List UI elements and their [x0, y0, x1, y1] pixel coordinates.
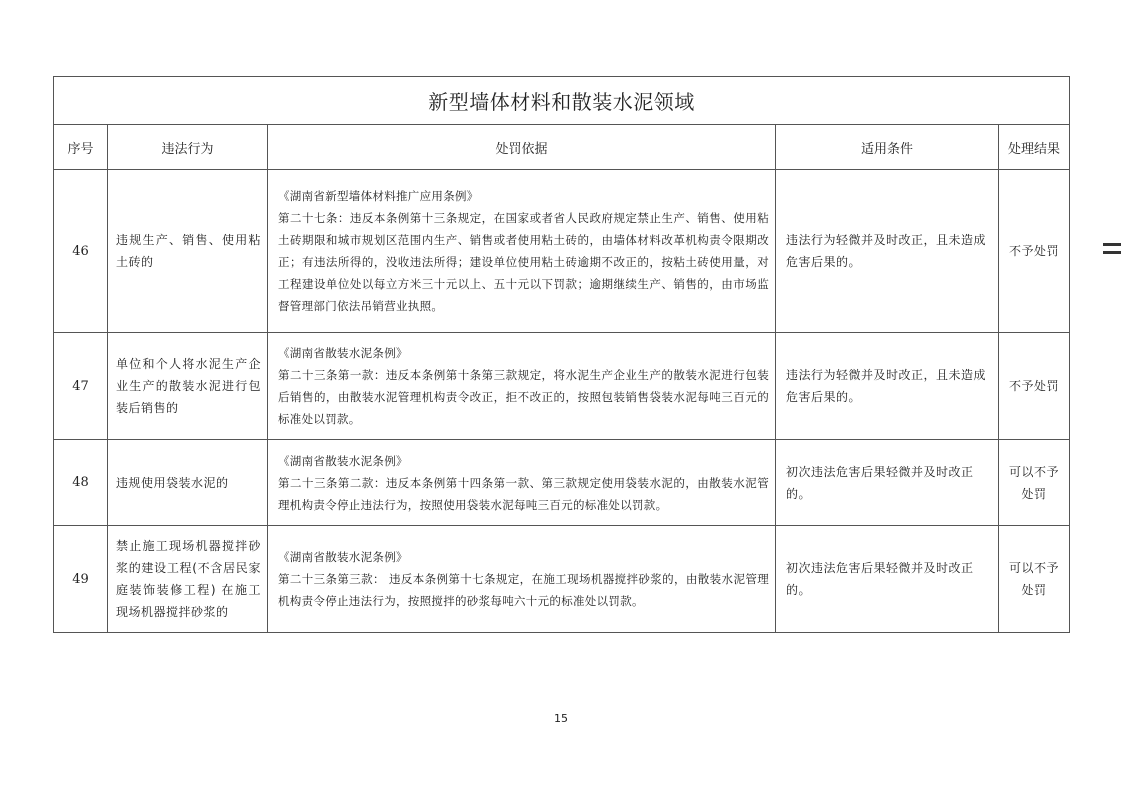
table-row	[54, 440, 1070, 526]
title-row	[54, 77, 1070, 125]
side-mark-bar	[1103, 251, 1121, 254]
table-row	[54, 333, 1070, 440]
row-condition: 初次违法危害后果轻微并及时改正的。	[776, 440, 999, 526]
row-condition: 初次违法危害后果轻微并及时改正的。	[776, 526, 999, 633]
table-row	[54, 170, 1070, 333]
side-mark-bar	[1103, 243, 1121, 246]
row-law-title: 《湖南省散装水泥条例》	[278, 453, 408, 468]
column-header-basis: 处罚依据	[268, 125, 776, 170]
row-law-title: 《湖南省新型墙体材料推广应用条例》	[278, 189, 479, 203]
row-result: 不予处罚	[999, 170, 1070, 333]
column-header-behavior: 违法行为	[108, 125, 268, 170]
row-basis	[268, 333, 776, 440]
row-basis	[268, 170, 776, 333]
column-header-condition: 适用条件	[776, 125, 999, 170]
side-margin-mark	[1103, 243, 1121, 259]
column-header-number: 序号	[54, 125, 108, 170]
page-number: 15	[554, 712, 568, 725]
row-basis	[268, 526, 776, 633]
column-header-result: 处理结果	[999, 125, 1070, 170]
row-behavior: 禁止施工现场机器搅拌砂浆的建设工程(不含居民家庭装饰装修工程) 在施工现场机器搅拌砂浆的	[108, 526, 268, 633]
page-title: 新型墙体材料和散装水泥领域	[54, 77, 1070, 125]
row-number: 46	[54, 170, 108, 333]
row-condition: 违法行为轻微并及时改正，且未造成危害后果的。	[776, 170, 999, 333]
row-behavior: 单位和个人将水泥生产企业生产的散装水泥进行包装后销售的	[108, 333, 268, 440]
row-law-article: 第二十三条第一款：违反本条例第十条第三款规定，将水泥生产企业生产的散装水泥进行包装后销售的，由散装水泥管理机构责令改正，拒不改正的，按照包装销售袋装水泥每吨三百元的标准处以罚款。	[278, 368, 769, 426]
row-law-article: 第二十三条第三款： 违反本条例第十七条规定，在施工现场机器搅拌砂浆的，由散装水泥管理机构责令停止违法行为，按照搅拌的砂浆每吨六十元的标准处以罚款。	[278, 572, 769, 608]
row-number: 48	[54, 440, 108, 526]
row-law-article: 第二十七条：违反本条例第十三条规定，在国家或者省人民政府规定禁止生产、销售、使用粘土砖期限和城市规划区范围内生产、销售或者使用粘土砖的，由墙体材料改革机构责令限期改正；有违法所得的，没收违法所得；建设单位使用粘土砖逾期不改正的，按粘土砖使用量，对工程建设单位处以每立方米三十元以上、五十元以下罚款；逾期继续生产、销售的，由市场监督管理部门依法吊销营业执照。	[278, 211, 769, 313]
row-law-article: 第二十三条第二款：违反本条例第十四条第一款、第三款规定使用袋装水泥的，由散装水泥管理机构责令停止违法行为，按照使用袋装水泥每吨三百元的标准处以罚款。	[278, 475, 769, 512]
header-row	[54, 125, 1070, 170]
row-basis	[268, 440, 776, 526]
row-result: 可以不予处罚	[999, 526, 1070, 633]
row-law-title: 《湖南省散装水泥条例》	[278, 550, 408, 564]
penalty-table	[53, 76, 1070, 633]
row-law-title: 《湖南省散装水泥条例》	[278, 346, 408, 360]
penalty-table-container	[53, 76, 1069, 633]
row-condition: 违法行为轻微并及时改正，且未造成危害后果的。	[776, 333, 999, 440]
table-row	[54, 526, 1070, 633]
row-number: 49	[54, 526, 108, 633]
row-behavior: 违规使用袋装水泥的	[108, 440, 268, 526]
row-result: 可以不予处罚	[999, 440, 1070, 526]
row-behavior: 违规生产、销售、使用粘土砖的	[108, 170, 268, 333]
row-result: 不予处罚	[999, 333, 1070, 440]
row-number: 47	[54, 333, 108, 440]
